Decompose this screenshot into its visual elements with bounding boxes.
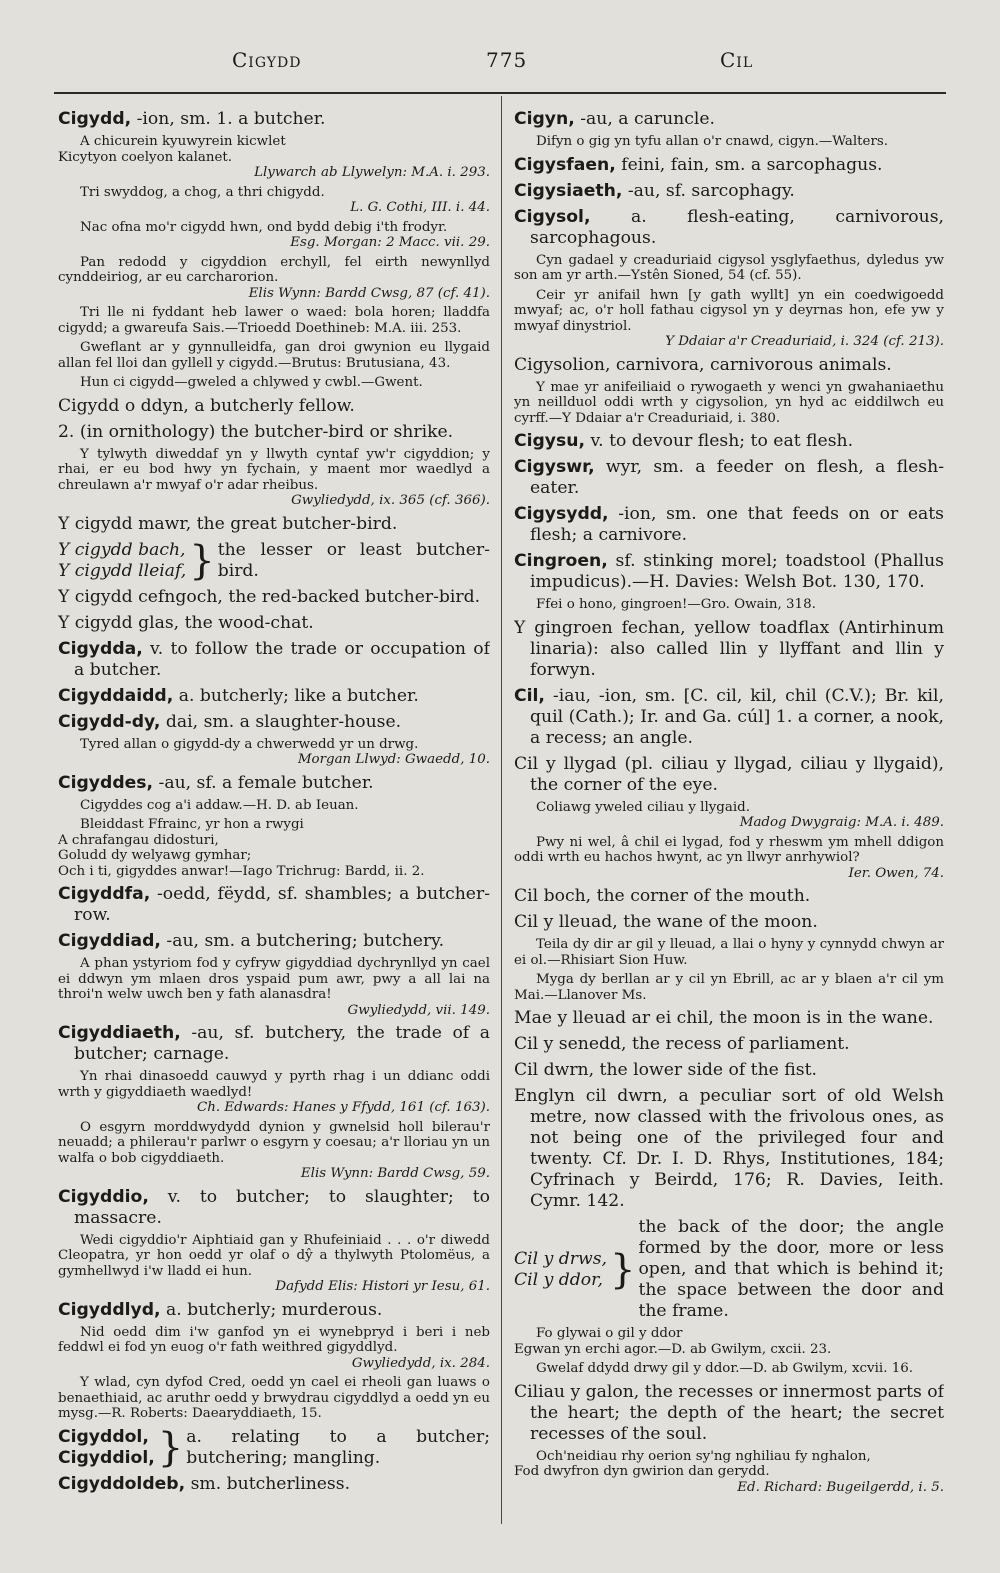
- paired-terms: [514, 1249, 607, 1291]
- definition: -ion, sm. one that feeds on or eats flesh; a carnivore.: [530, 504, 944, 545]
- definition: -au, sm. a butchering; butchery.: [160, 931, 445, 951]
- dictionary-entry: [58, 1474, 490, 1495]
- page-number: 775: [486, 48, 528, 72]
- definition: a. butcherly; like a butcher.: [173, 685, 419, 706]
- quotation: Hun ci cigydd—gweled a chlywed y cwbl.—Gwent.: [80, 375, 423, 390]
- quotation: Myga dy berllan ar y cil yn Ebrill, ac ar y blaen a'r cil ym Mai.—Llanover Ms.: [514, 972, 944, 1003]
- dictionary-entry: [514, 457, 944, 499]
- quotation: Wedi cigyddio'r Aiphtiaid gan y Rhufeiniaid . . . o'r diwedd Cleopatra, yr hon oedd yr olaf o dŷ a thylwyth Ptolomëus, a gymhellwyd i'w lladd ei hun.: [58, 1232, 490, 1279]
- citation: Llywarch ab Llywelyn: M.A. i. 293.: [254, 165, 490, 180]
- column-divider: [501, 96, 502, 1524]
- headword: Cigyddfa,: [58, 884, 151, 904]
- definition: -au, sf. butchery, the trade of a butcher; carnage.: [74, 1023, 490, 1064]
- headword: Cigyddoldeb,: [58, 1473, 186, 1494]
- quotation: Nac ofna mo'r cigydd hwn, ond bydd debig i'th frodyr.: [80, 219, 448, 235]
- sub-entry: Ciliau y galon, the recesses or innermost parts of the heart; the depth of the heart; the secret recesses of the soul.: [514, 1381, 944, 1444]
- paired-term: Cigyddol,: [58, 1426, 149, 1447]
- quotation: Bleiddast Ffrainc, yr hon a rwygi A chrafangau didosturi, Goludd dy welyawg gymhar; Och i ti, gigyddes anwar!—Iago Trichrug: Bardd, ii. 2.: [58, 817, 425, 879]
- headword: Cingroen,: [514, 551, 608, 571]
- right-column: [514, 104, 944, 1524]
- dictionary-entry: [514, 686, 944, 749]
- dictionary-entry: [514, 551, 944, 593]
- citation: Y Ddaiar a'r Creaduriaid, i. 324 (cf. 213).: [665, 334, 944, 349]
- headword: Cigyddiad,: [58, 931, 161, 951]
- definition: v. to butcher; to slaughter; to massacre.: [74, 1186, 490, 1228]
- headword: Cigyddlyd,: [58, 1299, 161, 1320]
- paired-entry: [514, 1217, 944, 1322]
- dictionary-entry: [58, 884, 490, 926]
- citation: Gwyliedydd, vii. 149.: [347, 1002, 490, 1018]
- dictionary-entry: [514, 181, 944, 202]
- definition: -au, sf. a female butcher.: [153, 772, 374, 793]
- quotation: Gweflant ar y gynnulleidfa, gan droi gwynion eu llygaid allan fel lloi dan gyllell y cigydd.—Brutus: Brutusiana, 43.: [58, 340, 490, 371]
- dictionary-entry: [58, 712, 490, 733]
- quotation: O esgyrn morddwydydd dynion y gwnelsid holl bilerau'r neuadd; a philerau'r parlwr o esgyrn y coesau; a'r lloriau yn un walfa o bob cigyddiaeth.: [58, 1119, 490, 1166]
- sub-entry: Cil y llygad (pl. ciliau y llygad, ciliau y llygaid), the corner of the eye.: [514, 753, 944, 795]
- quotation: Cyn gadael y creaduriaid cigysol ysglyfaethus, dyledus yw son am yr arth.—Ystên Sioned, 54 (cf. 55).: [514, 252, 944, 283]
- sub-entry: Englyn cil dwrn, a peculiar sort of old Welsh metre, now classed with the frivolous ones, as not being one of the privileged four and twenty. Cf. Dr. I. D. Rhys, Institutiones, 184; Cyfrinach y Beirdd, 176; R. Davies, Ieith. Cymr. 142.: [514, 1086, 944, 1211]
- running-head-left: Cigydd: [232, 48, 302, 72]
- citation: Gwyliedydd, ix. 284.: [351, 1355, 490, 1371]
- citation: Elis Wynn: Bardd Cwsg, 87 (cf. 41).: [248, 285, 490, 301]
- dictionary-entry: [514, 431, 944, 452]
- quotation: Pan redodd y cigyddion erchyll, fel eirth newynllyd cynddeiriog, ar eu carcharorion.: [58, 254, 490, 285]
- sub-entry: Y cigydd cefngoch, the red-backed butcher-bird.: [58, 586, 481, 607]
- quotation: Y wlad, cyn dyfod Cred, oedd yn cael ei rheoli gan luaws o benaethiaid, ac aruthr oedd y brwydrau cigyddlyd a oedd yn eu mysg.—R. Roberts: Daearyddiaeth, 15.: [58, 1375, 490, 1421]
- definition: wyr, sm. a feeder on flesh, a flesh-eater.: [530, 457, 944, 498]
- sub-entry: Mae y lleuad ar ei chil, the moon is in the wane.: [514, 1008, 934, 1028]
- quotation: Y tylwyth diweddaf yn y llwyth cyntaf yw'r cigyddion; y rhai, er eu bod hwy yn fychain, y maent mor waedlyd a chreulawn a'r mwyaf o'r adar rheibus.: [58, 446, 490, 493]
- paired-term: Y cigydd bach,: [58, 539, 186, 560]
- citation: Ed. Richard: Bugeilgerdd, i. 5.: [737, 1479, 944, 1495]
- brace-glyph: }: [189, 537, 215, 584]
- dictionary-entry: [514, 109, 944, 130]
- sub-entry: Cil dwrn, the lower side of the fist.: [514, 1060, 817, 1080]
- sub-entry: Cil boch, the corner of the mouth.: [514, 886, 811, 906]
- headword: Cigyswr,: [514, 457, 595, 477]
- running-head-right: Cil: [720, 48, 754, 72]
- definition: feini, fain, sm. a sarcophagus.: [615, 154, 883, 175]
- definition: a. flesh-eating, carnivorous, sarcophagous.: [530, 206, 944, 248]
- citation: Esg. Morgan: 2 Macc. vii. 29.: [290, 235, 490, 250]
- quotation: A phan ystyriom fod y cyfryw gigyddiad dychrynllyd yn cael ei ddwyn ym mlaen dros yspaid pum awr, pwy a all lai na throi'n welw uwch ben y fath alanasdra!: [58, 956, 490, 1002]
- sub-entry: Cigysolion, carnivora, carnivorous animals.: [514, 354, 892, 375]
- citation: Gwyliedydd, ix. 365 (cf. 366).: [291, 493, 490, 508]
- quotation: Teila dy dir ar gil y lleuad, a llai o hyny y cynnydd chwyn ar ei ol.—Rhisiart Sion Huw.: [514, 937, 944, 968]
- paired-gloss: the lesser or least butcher-bird.: [217, 539, 490, 581]
- paired-terms: [58, 1427, 155, 1469]
- headword: Cigyddio,: [58, 1186, 149, 1207]
- dictionary-entry: [58, 1187, 490, 1229]
- headword: Cigysydd,: [514, 504, 609, 524]
- quotation: Tyred allan o gigydd-dy a chwerwedd yr un drwg.: [80, 736, 419, 752]
- quotation: Nid oedd dim i'w ganfod yn ei wynebpryd i beri i neb feddwl ei fod yn euog o'r fath weithred gigyddlyd.: [58, 1324, 490, 1355]
- paired-gloss: a. relating to a butcher; butchering; mangling.: [186, 1426, 490, 1468]
- headword: Cigydd-dy,: [58, 711, 161, 732]
- dictionary-entry: [58, 773, 490, 794]
- paired-term: Cigyddiol,: [58, 1447, 155, 1468]
- paired-entry: [58, 1424, 490, 1471]
- sub-entry: Y cigydd mawr, the great butcher-bird.: [58, 513, 398, 534]
- dictionary-entry: [58, 1023, 490, 1065]
- headword: Cigyddiaeth,: [58, 1023, 181, 1043]
- definition: sf. stinking morel; toadstool (Phallus impudicus).—H. Davies: Welsh Bot. 130, 170.: [530, 551, 944, 592]
- dictionary-entry: [58, 1300, 490, 1321]
- sub-entry: Cigydd o ddyn, a butcherly fellow.: [58, 395, 355, 416]
- quotation: Tri swyddog, a chog, a thri chigydd.: [80, 184, 325, 200]
- definition: -oedd, fëydd, sf. shambles; a butcher-row.: [74, 884, 490, 925]
- headword: Cigyddes,: [58, 772, 154, 793]
- definition: v. to devour flesh; to eat flesh.: [585, 431, 854, 451]
- citation: Dafydd Elis: Histori yr Iesu, 61.: [275, 1279, 490, 1294]
- quotation: Y mae yr anifeiliaid o rywogaeth y wenci yn gwahaniaethu yn neillduol oddi wrth y cigysolion, yn hyd ac eiddilwch eu cyrff.—Y Ddaiar a'r Creaduriaid, i. 380.: [514, 379, 944, 426]
- definition: -au, sf. sarcophagy.: [622, 180, 795, 201]
- quotation: Pwy ni wel, â chil ei lygad, fod y rheswm ym mhell ddigon oddi wrth eu hachos hwynt, ac yn llwyr anrhywiol?: [514, 834, 944, 865]
- citation: Elis Wynn: Bardd Cwsg, 59.: [300, 1166, 490, 1181]
- definition: sm. butcherliness.: [185, 1473, 351, 1494]
- quotation: A chicurein kyuwyrein kicwlet Kicytyon coelyon kalanet.: [58, 134, 286, 165]
- quotation: Fo glywai o gil y ddor Egwan yn erchi agor.—D. ab Gwilym, cxcii. 23.: [514, 1326, 832, 1357]
- paired-term: Y cigydd lleiaf,: [58, 560, 187, 581]
- definition: -iau, -ion, sm. [C. cil, kil, chil (C.V.); Br. kil, quil (Cath.); Ir. and Ga. cúl] 1. a corner, a nook, a recess; an angle.: [530, 685, 944, 748]
- paired-entry: [58, 537, 490, 584]
- paired-gloss: the back of the door; the angle formed by the door, more or less open, and that which is behind it; the space between the door and the frame.: [638, 1217, 944, 1321]
- quotation: Gwelaf ddydd drwy gil y ddor.—D. ab Gwilym, xcvii. 16.: [536, 1361, 913, 1376]
- quotation: Difyn o gig yn tyfu allan o'r cnawd, cigyn.—Walters.: [536, 134, 889, 149]
- sub-entry: Cil y lleuad, the wane of the moon.: [514, 912, 818, 932]
- quotation: Cigyddes cog a'i addaw.—H. D. ab Ieuan.: [80, 797, 359, 813]
- paired-terms: [58, 540, 186, 582]
- left-column: [58, 104, 490, 1512]
- definition: dai, sm. a slaughter-house.: [160, 711, 402, 732]
- headword: Cigydd,: [58, 109, 132, 129]
- sub-entry: Cil y senedd, the recess of parliament.: [514, 1034, 850, 1054]
- headword: Cigysu,: [514, 431, 586, 451]
- headword: Cigysiaeth,: [514, 180, 623, 201]
- sub-entry: 2. (in ornithology) the butcher-bird or shrike.: [58, 421, 454, 442]
- definition: -au, a caruncle.: [574, 109, 715, 129]
- definition: v. to follow the trade or occupation of a butcher.: [74, 638, 490, 680]
- definition: -ion, sm. 1. a butcher.: [131, 109, 326, 129]
- dictionary-entry: [58, 686, 490, 707]
- dictionary-entry: [58, 109, 490, 130]
- header-rule: [54, 92, 946, 94]
- brace-glyph: }: [610, 1246, 636, 1293]
- paired-term: Cil y drws,: [514, 1248, 607, 1269]
- definition: a. butcherly; murderous.: [160, 1299, 383, 1320]
- headword: Cigydda,: [58, 638, 143, 659]
- quotation: Tri lle ni fyddant heb lawer o waed: bola horen; lladdfa cigydd; a gwareufa Sais.—Trioedd Doethineb: M.A. iii. 253.: [58, 305, 490, 336]
- citation: L. G. Cothi, III. i. 44.: [350, 200, 490, 215]
- headword: Cigyn,: [514, 109, 575, 129]
- citation: Ch. Edwards: Hanes y Ffydd, 161 (cf. 163).: [197, 1100, 490, 1115]
- quotation: Coliawg yweled ciliau y llygaid.: [536, 799, 750, 815]
- citation: Madog Dwygraig: M.A. i. 489.: [739, 815, 944, 830]
- dictionary-entry: [58, 639, 490, 681]
- paired-term: Cil y ddor,: [514, 1269, 603, 1290]
- quotation: Och'neidiau rhy oerion sy'ng nghiliau fy nghalon, Fod dwyfron dyn gwirion dan gerydd.: [514, 1448, 871, 1479]
- sub-entry: Y cigydd glas, the wood-chat.: [58, 612, 314, 633]
- quotation: Ceir yr anifail hwn [y gath wyllt] yn ein coedwigoedd mwyaf; ac, o'r holl fathau cigysol yn y deyrnas hon, efe yw y mwyaf dinystriol.: [514, 287, 944, 334]
- citation: Morgan Llwyd: Gwaedd, 10.: [297, 752, 490, 767]
- dictionary-entry: [514, 207, 944, 249]
- headword: Cigyddaidd,: [58, 685, 174, 706]
- headword: Cil,: [514, 685, 545, 706]
- headword: Cigysol,: [514, 206, 591, 227]
- brace-glyph: }: [157, 1424, 184, 1471]
- dictionary-entry: [58, 931, 490, 952]
- headword: Cigysfaen,: [514, 154, 616, 175]
- dictionary-entry: [514, 155, 944, 176]
- citation: Ier. Owen, 74.: [848, 865, 944, 881]
- quotation: Yn rhai dinasoedd cauwyd y pyrth rhag i un ddianc oddi wrth y gigyddiaeth waedlyd!: [58, 1069, 490, 1100]
- quotation: Ffei o hono, gingroen!—Gro. Owain, 318.: [536, 597, 816, 612]
- sub-entry: Y gingroen fechan, yellow toadflax (Antirhinum linaria): also called llin y llyffant and llin y forwyn.: [514, 617, 944, 680]
- dictionary-entry: [514, 504, 944, 546]
